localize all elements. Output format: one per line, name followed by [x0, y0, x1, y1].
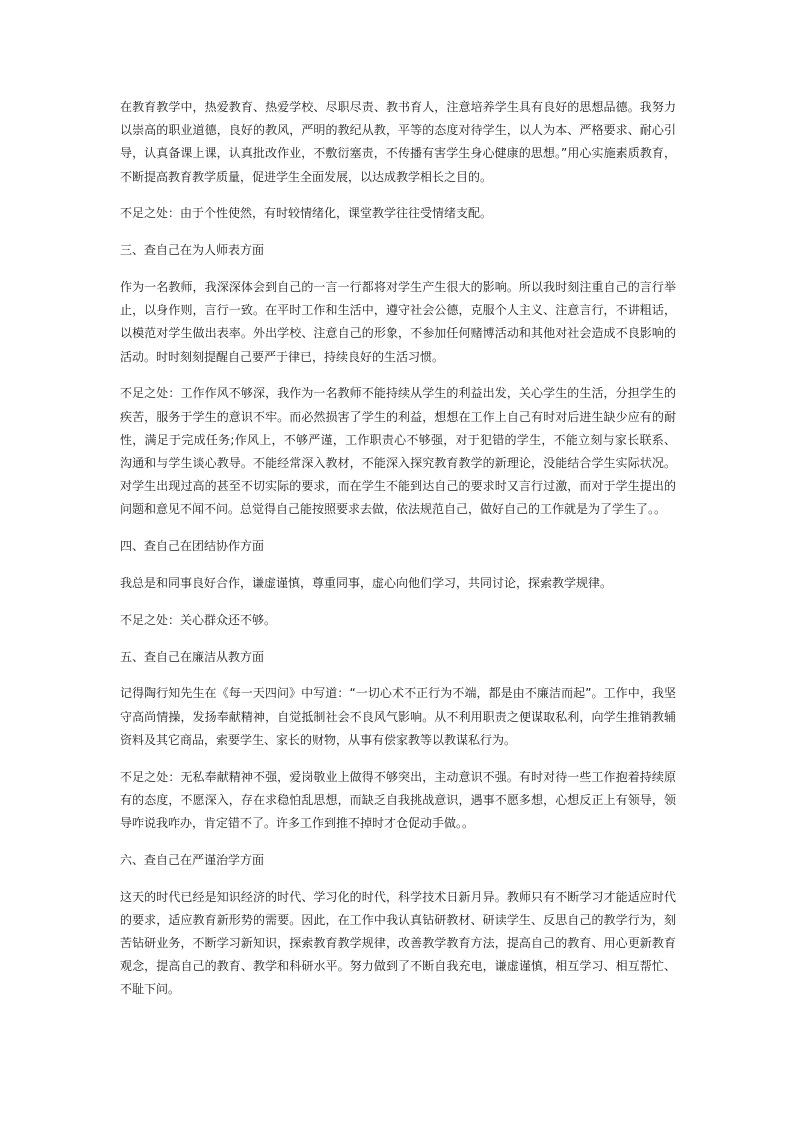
- paragraph-scholarship: 这天的时代已经是知识经济的时代、学习化的时代，科学技术日新月异。教师只有不断学习才能适应时代的要求，适应教育新形势的需要。因此，在工作中我认真钻研教材、研读学生、反思自己的教学行为，刻苦钻研业务，不断学习新知识，探索教育教学规律，改善教学教育方法，提高自己的教育、用心更新教育观念，提高自己的教育、教学和科研水平。努力做到了不断自我充电，谦虚谨慎，相互学习、相互帮忙、不耻下问。: [120, 889, 676, 997]
- paragraph-shortcoming-work-style: 不足之处：工作作风不够深，我作为一名教师不能持续从学生的利益出发，关心学生的生活，分担学生的疾苦，服务于学生的意识不牢。而必然损害了学生的利益，想想在工作上自己有时对后进生缺少应有的耐性，满足于完成任务;作风上，不够严谨，工作职责心不够强，对于犯错的学生，不能立刻与家长联系、沟通和与学生谈心教导。不能经常深入教材，不能深入探究教育教学的新理论，没能结合学生实际状况。对学生出现过高的甚至不切实际的要求，而在学生不能到达自己的要求时又言行过激，而对于学生提出的问题和意见不闻不问。总觉得自己能按照要求去做，依法规范自己，做好自己的工作就是为了学生了。。: [120, 386, 676, 517]
- paragraph-role-model: 作为一名教师，我深深体会到自己的一言一行都将对学生产生很大的影响。所以我时刻注重自己的言行举止，以身作则，言行一致。在平时工作和生活中，遵守社会公德，克服个人主义、注意言行，不讲粗话，以模范对学生做出表率。外出学校、注意自己的形象，不参加任何赌博活动和其他对社会造成不良影响的活动。时时刻刻提醒自己要严于律已，持续良好的生活习惯。: [120, 280, 676, 364]
- section-heading-teamwork: 四、查自己在团结协作方面: [120, 539, 265, 554]
- paragraph-integrity: 记得陶行知先生在《每一天四问》中写道：“一切心术不正行为不端，都是由不廉洁而起”。工作中，我坚守高尚情操，发扬奉献精神，自觉抵制社会不良风气影响。从不利用职责之便谋取私利，向学生推销教辅资料及其它商品，索要学生、家长的财物，从事有偿家教等以教谋私行为。: [120, 686, 676, 747]
- paragraph-teaching-ethics: 在教育教学中，热爱教育、热爱学校、尽职尽责、教书育人，注意培养学生具有良好的思想品德。我努力以崇高的职业道德，良好的教风，严明的教纪从教，平等的态度对待学生，以人为本、严格要求、耐心引导，认真备课上课，认真批改作业，不敷衍塞责，不传播有害学生身心健康的思想。”用心实施素质教育，不断提高教育教学质量，促进学生全面发展，以达成教学相长之目的。: [120, 100, 676, 184]
- section-heading-scholarship: 六、查自己在严谨治学方面: [120, 852, 265, 867]
- document-body: [120, 96, 676, 1002]
- paragraph-shortcoming-dedication: 不足之处：无私奉献精神不强，爱岗敬业上做得不够突出，主动意识不强。有时对待一些工作抱着持续原有的态度，不愿深入，存在求稳怕乱思想，而缺乏自我挑战意识，遇事不愿多想，心想反正上有领导，领导咋说我咋办，肯定错不了。许多工作到推不掉时才仓促动手做。。: [120, 769, 676, 831]
- section-heading-role-model: 三、查自己在为人师表方面: [120, 243, 265, 258]
- paragraph-shortcoming-emotion: 不足之处：由于个性使然，有时较情绪化，课堂教学往往受情绪支配。: [120, 206, 493, 221]
- paragraph-teamwork: 我总是和同事良好合作，谦虚谨慎，尊重同事，虚心向他们学习，共同讨论，探索教学规律。: [120, 576, 613, 591]
- paragraph-shortcoming-care: 不足之处：关心群众还不够。: [120, 612, 277, 627]
- section-heading-integrity: 五、查自己在廉洁从教方面: [120, 649, 265, 664]
